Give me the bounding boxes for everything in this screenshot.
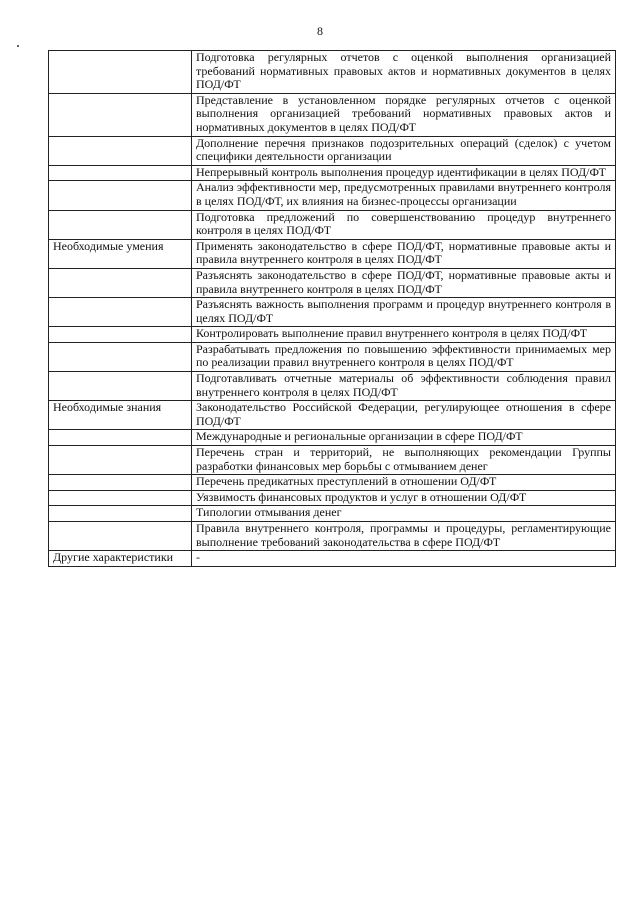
table-row [49,181,616,210]
table-row [49,446,616,475]
table-row [49,298,616,327]
table-cell-item: - [192,551,616,567]
section-label-continuation [49,210,192,239]
table-body [49,51,616,567]
table-row [49,506,616,522]
table-row [49,165,616,181]
section-label: Другие характеристики [49,551,192,567]
table-row [49,93,616,136]
table-cell-item: Подготовка предложений по совершенствованию процедур внутреннего контроля в целях ПОД/ФТ [192,210,616,239]
table-row [49,342,616,371]
table-cell-item: Непрерывный контроль выполнения процедур идентификации в целях ПОД/ФТ [192,165,616,181]
section-label-continuation [49,475,192,491]
section-label-continuation [49,298,192,327]
section-label-continuation [49,430,192,446]
table-cell-item: Перечень стран и территорий, не выполняющих рекомендации Группы разработки финансовых мер борьбы с отмыванием денег [192,446,616,475]
table-cell-item: Международные и региональные организации в сфере ПОД/ФТ [192,430,616,446]
table-cell-item: Уязвимость финансовых продуктов и услуг в отношении ОД/ФТ [192,490,616,506]
table-cell-item: Контролировать выполнение правил внутреннего контроля в целях ПОД/ФТ [192,327,616,343]
table-row [49,401,616,430]
table-cell-item: Подготавливать отчетные материалы об эффективности соблюдения правил внутреннего контроля в целях ПОД/ФТ [192,372,616,401]
table-cell-item: Подготовка регулярных отчетов с оценкой выполнения организацией требований нормативных правовых актов и нормативных документов в целях ПОД/ФТ [192,51,616,94]
table-cell-item: Разрабатывать предложения по повышению эффективности принимаемых мер по реализации правил внутреннего контроля в целях ПОД/ФТ [192,342,616,371]
table-row [49,136,616,165]
table-row [49,522,616,551]
table-row [49,327,616,343]
section-label-continuation [49,372,192,401]
competency-table [48,50,616,567]
section-label-continuation [49,165,192,181]
table-row [49,430,616,446]
table-row [49,372,616,401]
table-row [49,490,616,506]
section-label-continuation [49,342,192,371]
table-row [49,268,616,297]
table-cell-item: Типологии отмывания денег [192,506,616,522]
table-cell-item: Представление в установленном порядке регулярных отчетов с оценкой выполнения организацией требований нормативных правовых актов и нормативных документов в целях ПОД/ФТ [192,93,616,136]
table-row [49,210,616,239]
table-cell-item: Применять законодательство в сфере ПОД/ФТ, нормативные правовые акты и правила внутреннего контроля в целях ПОД/ФТ [192,239,616,268]
table-cell-item: Разъяснять законодательство в сфере ПОД/ФТ, нормативные правовые акты и правила внутреннего контроля в целях ПОД/ФТ [192,268,616,297]
table-cell-item: Законодательство Российской Федерации, регулирующее отношения в сфере ПОД/ФТ [192,401,616,430]
section-label-continuation [49,506,192,522]
table-row [49,51,616,94]
table-row [49,475,616,491]
table-cell-item: Анализ эффективности мер, предусмотренных правилами внутреннего контроля в целях ПОД/ФТ, их влияния на бизнес-процессы организации [192,181,616,210]
table-cell-item: Дополнение перечня признаков подозрительных операций (сделок) с учетом специфики деятельности организации [192,136,616,165]
section-label: Необходимые знания [49,401,192,430]
section-label-continuation [49,136,192,165]
section-label: Необходимые умения [49,239,192,268]
page-number: 8 [317,24,323,38]
table-row [49,551,616,567]
scan-mark [17,45,19,47]
section-label-continuation [49,490,192,506]
section-label-continuation [49,446,192,475]
section-label-continuation [49,268,192,297]
table-row [49,239,616,268]
section-label-continuation [49,327,192,343]
section-label-continuation [49,93,192,136]
section-label [49,51,192,94]
table-cell-item: Перечень предикатных преступлений в отношении ОД/ФТ [192,475,616,491]
table-cell-item: Разъяснять важность выполнения программ и процедур внутреннего контроля в целях ПОД/ФТ [192,298,616,327]
table-cell-item: Правила внутреннего контроля, программы и процедуры, регламентирующие выполнение требований законодательства в сфере ПОД/ФТ [192,522,616,551]
section-label-continuation [49,181,192,210]
section-label-continuation [49,522,192,551]
